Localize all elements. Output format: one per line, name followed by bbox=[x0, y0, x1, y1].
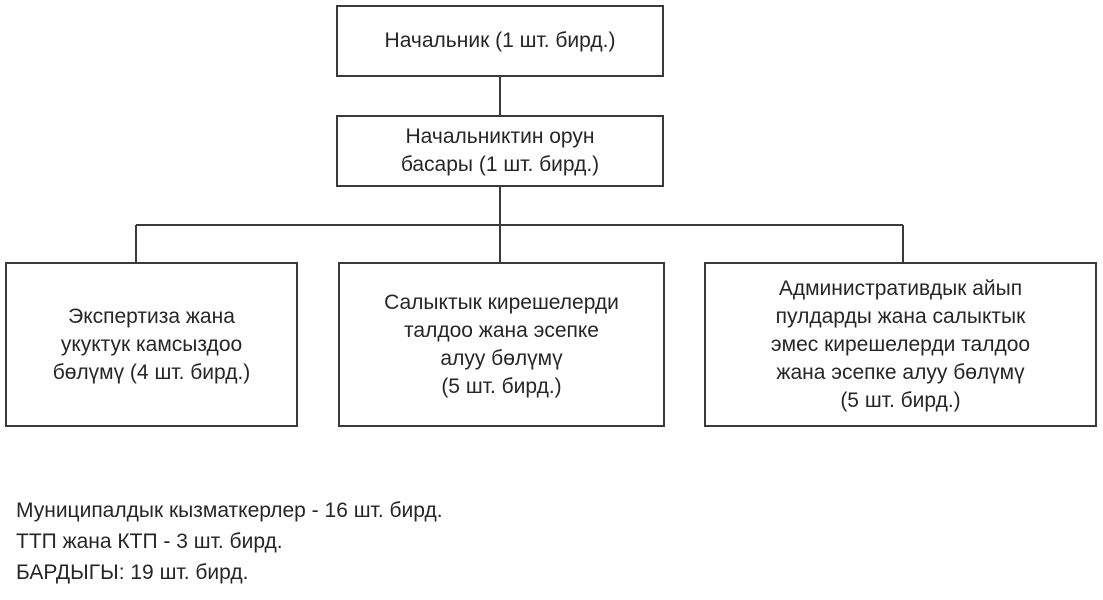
department-box-tax-revenue bbox=[338, 262, 665, 427]
deputy-box bbox=[336, 115, 664, 187]
deputy-label: Начальниктин орун басары (1 шт. бирд.) bbox=[400, 125, 600, 176]
summary-municipal-staff: Муниципалдык кызматкерлер - 16 шт. бирд. bbox=[16, 499, 443, 522]
department-label-expertise: Экспертиза жана укуктук камсыздоо бөлүмү (4 шт. бирд.) bbox=[52, 304, 251, 384]
summary-total: БАРДЫГЫ: 19 шт. бирд. bbox=[16, 561, 249, 584]
department-label-administrative-fines: Административдык айып пулдарды жана салыктык эмес кирешелерди талдоо жана эсепке алуу бөлүмү (5 шт. бирд.) bbox=[770, 276, 1031, 412]
head-box bbox=[336, 5, 664, 77]
head-label: Начальник (1 шт. бирд.) bbox=[384, 29, 616, 52]
department-label-tax-revenue: Салыктык кирешелерди талдоо жана эсепке алуу бөлүмү (5 шт. бирд.) bbox=[384, 290, 619, 398]
department-box-administrative-fines bbox=[704, 262, 1097, 427]
summary-ttp-ktp: ТТП жана КТП - 3 шт. бирд. bbox=[16, 530, 283, 553]
staff-summary bbox=[16, 495, 443, 588]
department-box-expertise bbox=[5, 262, 298, 427]
